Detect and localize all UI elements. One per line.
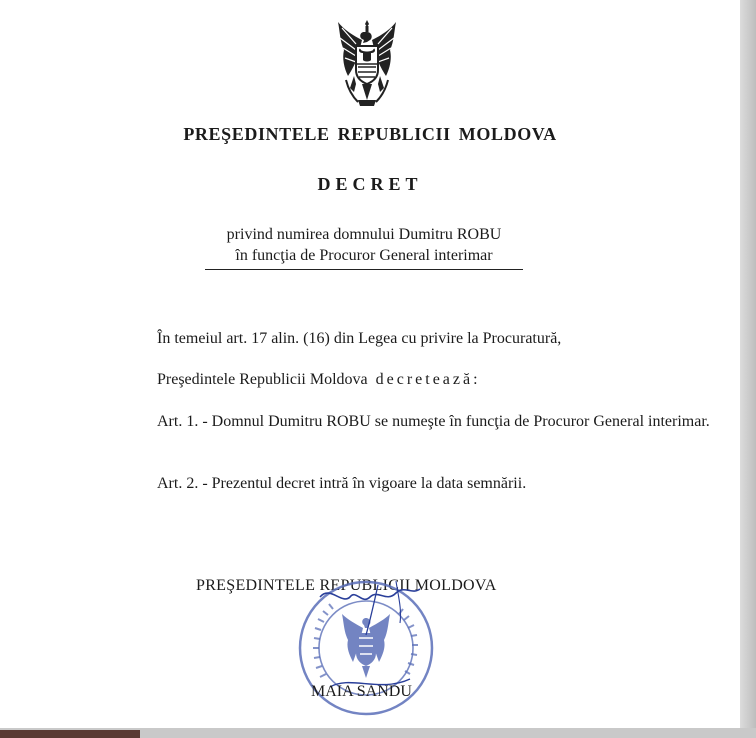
decree-title: DECRET [317,174,423,194]
decree-subject [203,224,525,266]
coat-of-arms-icon [334,18,400,108]
article-1: Art. 1. - Domnul Dumitru ROBU se numeşte în funcţia de Procuror General interimar. [157,413,710,430]
decrees-verb: decretează: [375,371,481,388]
viewer-edge-right [740,0,756,738]
subject-underline [205,269,523,270]
decrees-paragraph [157,369,481,390]
subject-line-1: privind numirea domnului Dumitru ROBU [226,226,502,243]
article-2: Art. 2. - Prezentul decret intră în vigoare la data semnării. [157,475,527,492]
signatory-name: MAIA SANDU [311,683,412,700]
signatory-title: PREŞEDINTELE REPUBLICII MOLDOVA [196,577,497,594]
viewer-edge-bottom-dark [0,730,140,738]
handwritten-signature [300,575,450,700]
decrees-intro: Preşedintele Republicii Moldova [157,371,368,388]
subject-line-2: în funcţia de Procuror General interimar [235,247,493,264]
legal-basis-paragraph: În temeiul art. 17 alin. (16) din Legea cu privire la Procuratură, [157,330,562,347]
header-title: PREŞEDINTELE REPUBLICII MOLDOVA [183,124,557,144]
